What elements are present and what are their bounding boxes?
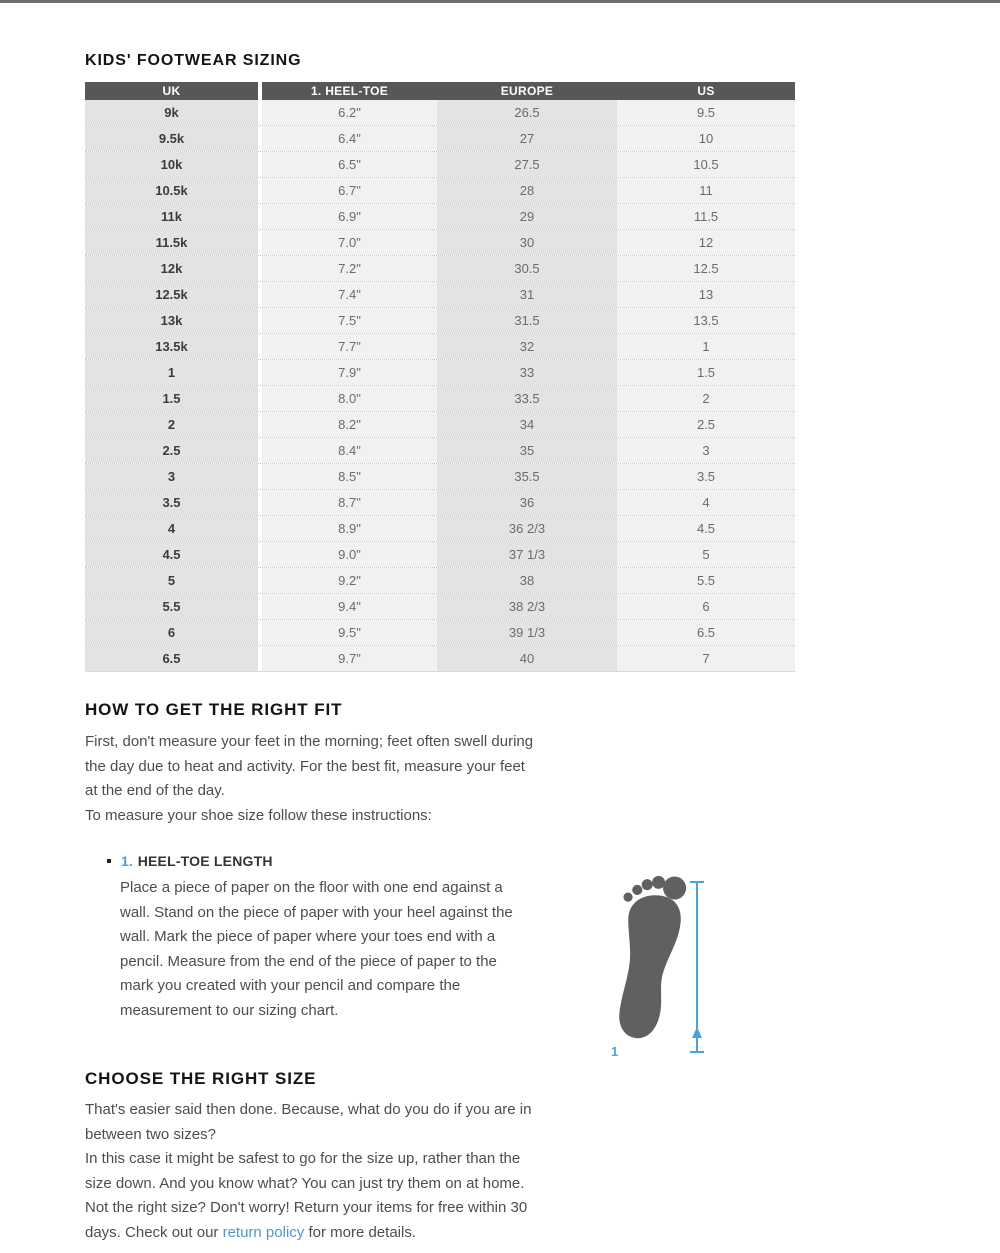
- table-cell: 12.5k: [85, 282, 258, 307]
- table-cell: 32: [437, 334, 617, 359]
- table-cell: 12: [617, 230, 795, 255]
- table-cell: 11.5k: [85, 230, 258, 255]
- table-row: [85, 334, 795, 360]
- table-row: [85, 438, 795, 464]
- table-row: [85, 646, 795, 671]
- table-cell: 37 1/3: [437, 542, 617, 567]
- table-cell: 5.5: [617, 568, 795, 593]
- table-cell: 6.7": [262, 178, 437, 203]
- table-cell: 10k: [85, 152, 258, 177]
- kids-footwear-size-table: [85, 82, 795, 672]
- column-header-europe: EUROPE: [437, 82, 617, 100]
- table-cell: 30.5: [437, 256, 617, 281]
- fit-intro-text: First, don't measure your feet in the morning; feet often swell during the day due to heat and activity. For the best fit, measure your feet at the end of the day.: [85, 733, 534, 799]
- table-cell: 13.5: [617, 308, 795, 333]
- column-header-heel-toe: 1. HEEL-TOE: [262, 82, 437, 100]
- column-header-us: US: [617, 82, 795, 100]
- table-cell: 30: [437, 230, 617, 255]
- table-row: [85, 360, 795, 386]
- step-body-text: Place a piece of paper on the floor with one end against a wall. Stand on the piece of paper with your heel against the wall. Mark the piece of paper where your toes end with a pencil. Measure from the end of the piece of paper to the mark you created with your pencil and compare the measurement to our sizing chart.: [120, 879, 513, 1019]
- table-cell: 5: [617, 542, 795, 567]
- table-cell: 6.5": [262, 152, 437, 177]
- table-cell: 9.5: [617, 100, 795, 125]
- table-cell: 7.5": [262, 308, 437, 333]
- table-row: [85, 412, 795, 438]
- table-row: [85, 594, 795, 620]
- choose-section-heading: CHOOSE THE RIGHT SIZE: [85, 1069, 317, 1088]
- table-cell: 8.7": [262, 490, 437, 515]
- choose-text-1: That's easier said then done. Because, what do you do if you are in between two sizes?: [85, 1101, 532, 1143]
- table-cell: 11.5: [617, 204, 795, 229]
- table-cell: 38 2/3: [437, 594, 617, 619]
- table-cell: 27: [437, 126, 617, 151]
- table-cell: 3: [85, 464, 258, 489]
- page-title: KIDS' FOOTWEAR SIZING: [85, 52, 302, 69]
- table-cell: 8.0": [262, 386, 437, 411]
- table-cell: 8.4": [262, 438, 437, 463]
- square-bullet-icon: [107, 859, 111, 863]
- table-cell: 6.5: [617, 620, 795, 645]
- diagram-step-label: 1: [611, 1044, 619, 1059]
- table-cell: 7.7": [262, 334, 437, 359]
- table-cell: 2: [617, 386, 795, 411]
- table-cell: 4: [617, 490, 795, 515]
- table-row: [85, 386, 795, 412]
- table-cell: 2: [85, 412, 258, 437]
- table-row: [85, 126, 795, 152]
- table-cell: 1: [617, 334, 795, 359]
- table-cell: 6.9": [262, 204, 437, 229]
- column-header-uk: UK: [85, 82, 258, 100]
- table-cell: 9.4": [262, 594, 437, 619]
- table-cell: 1: [85, 360, 258, 385]
- table-cell: 9.5": [262, 620, 437, 645]
- table-cell: 13.5k: [85, 334, 258, 359]
- table-row: [85, 178, 795, 204]
- table-cell: 31: [437, 282, 617, 307]
- table-cell: 35.5: [437, 464, 617, 489]
- table-cell: 3.5: [617, 464, 795, 489]
- measurement-arrow: [690, 882, 704, 1052]
- table-cell: 12k: [85, 256, 258, 281]
- table-cell: 40: [437, 646, 617, 671]
- fit-section-heading: HOW TO GET THE RIGHT FIT: [85, 700, 343, 719]
- table-cell: 11k: [85, 204, 258, 229]
- table-cell: 6.2": [262, 100, 437, 125]
- table-cell: 8.5": [262, 464, 437, 489]
- measure-step-heading: [107, 853, 915, 869]
- choose-section-paragraph: [85, 1098, 541, 1245]
- table-cell: 6: [85, 620, 258, 645]
- table-row: [85, 516, 795, 542]
- table-cell: 38: [437, 568, 617, 593]
- return-text-before: Not the right size? Don't worry! Return your items for free within 30 days. Check out our: [85, 1199, 528, 1241]
- table-cell: 34: [437, 412, 617, 437]
- table-cell: 9.7": [262, 646, 437, 671]
- table-row: [85, 204, 795, 230]
- table-row: [85, 282, 795, 308]
- table-cell: 35: [437, 438, 617, 463]
- table-row: [85, 542, 795, 568]
- fit-instructions-lead: To measure your shoe size follow these instructions:: [85, 806, 432, 824]
- table-row: [85, 100, 795, 126]
- table-cell: 6.4": [262, 126, 437, 151]
- table-cell: 28: [437, 178, 617, 203]
- table-cell: 8.9": [262, 516, 437, 541]
- table-cell: 1.5: [85, 386, 258, 411]
- table-cell: 6: [617, 594, 795, 619]
- table-row: [85, 230, 795, 256]
- table-row: [85, 464, 795, 490]
- table-row: [85, 152, 795, 178]
- table-cell: 5.5: [85, 594, 258, 619]
- table-cell: 4.5: [617, 516, 795, 541]
- table-cell: 9.2": [262, 568, 437, 593]
- table-cell: 8.2": [262, 412, 437, 437]
- return-policy-link[interactable]: return policy: [222, 1223, 305, 1241]
- table-cell: 12.5: [617, 256, 795, 281]
- table-cell: 36: [437, 490, 617, 515]
- table-cell: 27.5: [437, 152, 617, 177]
- table-cell: 33: [437, 360, 617, 385]
- table-cell: 13: [617, 282, 795, 307]
- table-cell: 4.5: [85, 542, 258, 567]
- table-row: [85, 256, 795, 282]
- fit-intro-paragraph: [85, 730, 537, 828]
- size-table-body: [85, 100, 795, 671]
- choose-text-3: [85, 1196, 541, 1245]
- table-cell: 10.5k: [85, 178, 258, 203]
- table-cell: 29: [437, 204, 617, 229]
- table-cell: 7.9": [262, 360, 437, 385]
- table-cell: 1.5: [617, 360, 795, 385]
- table-cell: 4: [85, 516, 258, 541]
- table-cell: 39 1/3: [437, 620, 617, 645]
- table-cell: 9.5k: [85, 126, 258, 151]
- table-cell: 36 2/3: [437, 516, 617, 541]
- table-row: [85, 568, 795, 594]
- table-cell: 6.5: [85, 646, 258, 671]
- table-cell: 2.5: [617, 412, 795, 437]
- table-cell: 9k: [85, 100, 258, 125]
- table-row: [85, 308, 795, 334]
- table-cell: 2.5: [85, 438, 258, 463]
- table-cell: 10: [617, 126, 795, 151]
- step-title: HEEL-TOE LENGTH: [137, 853, 273, 869]
- table-cell: 3: [617, 438, 795, 463]
- table-cell: 13k: [85, 308, 258, 333]
- table-cell: 11: [617, 178, 795, 203]
- table-cell: 33.5: [437, 386, 617, 411]
- table-cell: 26.5: [437, 100, 617, 125]
- step-number: 1.: [121, 853, 133, 869]
- foot-measurement-diagram: [600, 871, 720, 1063]
- table-cell: 31.5: [437, 308, 617, 333]
- table-cell: 7: [617, 646, 795, 671]
- table-row: [85, 620, 795, 646]
- table-cell: 10.5: [617, 152, 795, 177]
- table-cell: 7.4": [262, 282, 437, 307]
- return-text-after: for more details.: [304, 1223, 416, 1241]
- choose-text-2: In this case it might be safest to go for the size up, rather than the size down. And you know what? You can just try them on at home.: [85, 1150, 525, 1192]
- foot-silhouette-icon: [607, 871, 688, 1042]
- table-cell: 9.0": [262, 542, 437, 567]
- table-cell: 7.0": [262, 230, 437, 255]
- table-row: [85, 490, 795, 516]
- table-cell: 3.5: [85, 490, 258, 515]
- table-cell: 7.2": [262, 256, 437, 281]
- size-table-header-row: [85, 82, 795, 100]
- table-cell: 5: [85, 568, 258, 593]
